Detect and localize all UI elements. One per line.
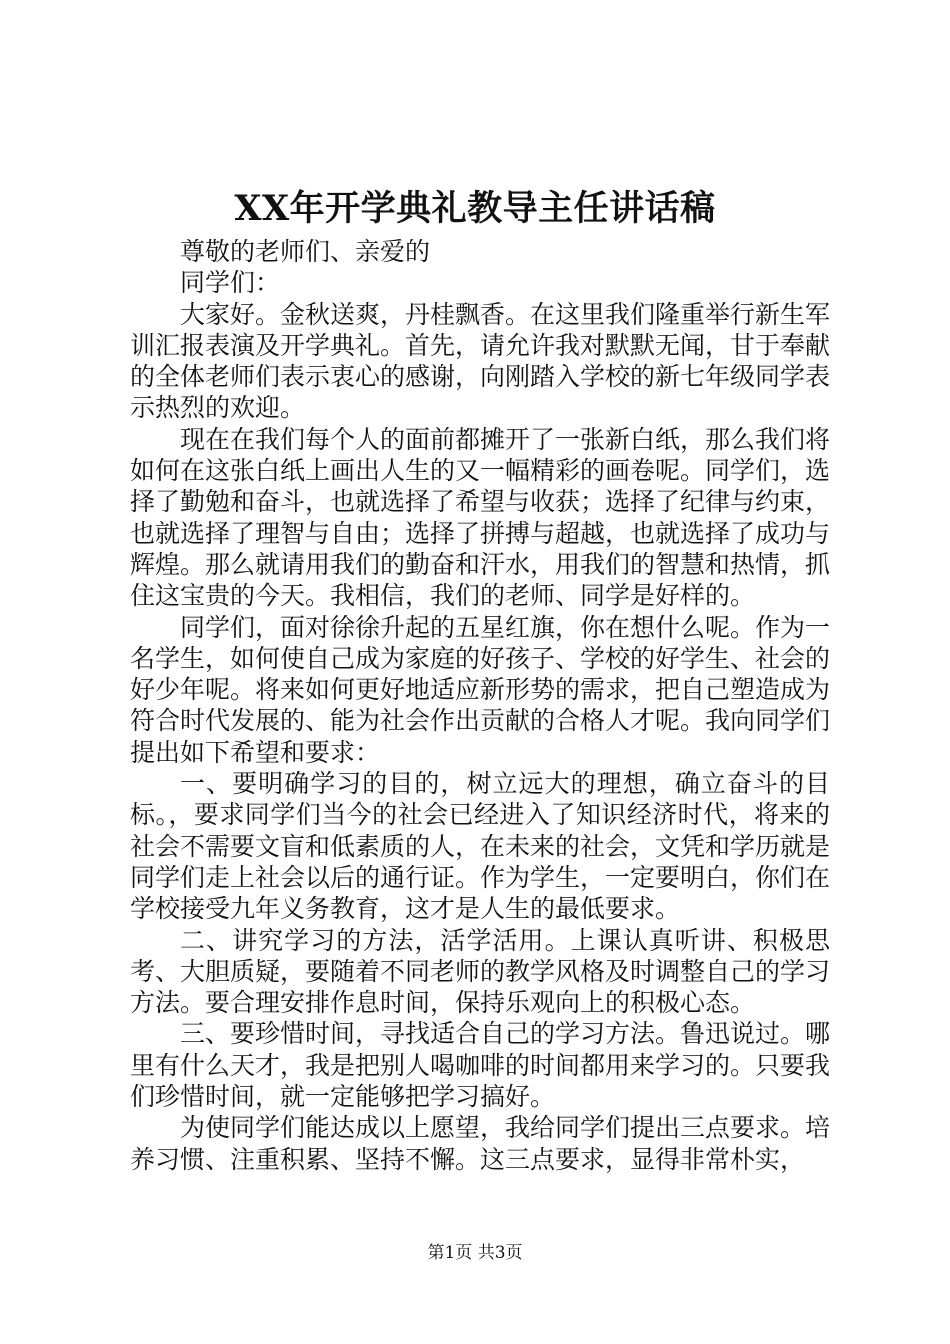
document-body (130, 236, 830, 1175)
paragraph-point-one: 一、要明确学习的目的，树立远大的理想，确立奋斗的目标。，要求同学们当今的社会已经进入了知识经济时代，将来的社会不需要文盲和低素质的人，在未来的社会，文凭和学历就是同学们走上社会以后的通行证。作为学生，一定要明白，你们在学校接受九年义务教育，这才是人生的最低要求。 (130, 769, 831, 924)
salutation-line-1: 尊敬的老师们、亲爱的 (180, 237, 431, 266)
document-title: XX年开学典礼教导主任讲话稿 (234, 188, 716, 229)
page-number-footer: 第1页 共3页 (427, 1243, 523, 1263)
paragraph-requirements: 为使同学们能达成以上愿望，我给同学们提出三点要求。培养习惯、注重积累、坚持不懈。这三点要求，显得非常朴实， (130, 1113, 831, 1174)
paragraph-point-two: 二、讲究学习的方法，活学活用。上课认真听讲、积极思考、大胆质疑，要随着不同老师的教学风格及时调整自己的学习方法。要合理安排作息时间，保持乐观向上的积极心态。 (130, 925, 831, 1018)
salutation-line-2: 同学们： (180, 268, 281, 298)
paragraph-greeting: 大家好。金秋送爽，丹桂飘香。在这里我们隆重举行新生军训汇报表演及开学典礼。首先，请允许我对默默无闻，甘于奉献的全体老师们表示衷心的感谢，向刚踏入学校的新七年级同学表示热烈的欢迎。 (130, 299, 831, 423)
paragraph-new-page: 现在在我们每个人的面前都摊开了一张新白纸，那么我们将如何在这张白纸上画出人生的又一幅精彩的画卷呢。同学们，选择了勤勉和奋斗，也就选择了希望与收获；选择了纪律与约束，也就选择了理智与自由；选择了拼搏与超越，也就选择了成功与辉煌。那么就请用我们的勤奋和汗水，用我们的智慧和热情，抓住这宝贵的今天。我相信，我们的老师、同学是好样的。 (130, 424, 831, 611)
paragraph-point-three: 三、要珍惜时间，寻找适合自己的学习方法。鲁迅说过。哪里有什么天才，我是把别人喝咖啡的时间都用来学习的。只要我们珍惜时间，就一定能够把学习搞好。 (130, 1019, 831, 1112)
paragraph-flag: 同学们，面对徐徐升起的五星红旗，你在想什么呢。作为一名学生，如何使自己成为家庭的好孩子、学校的好学生、社会的好少年呢。将来如何更好地适应新形势的需求，把自己塑造成为符合时代发展的、能为社会作出贡献的合格人才呢。我向同学们提出如下希望和要求： (130, 612, 831, 767)
